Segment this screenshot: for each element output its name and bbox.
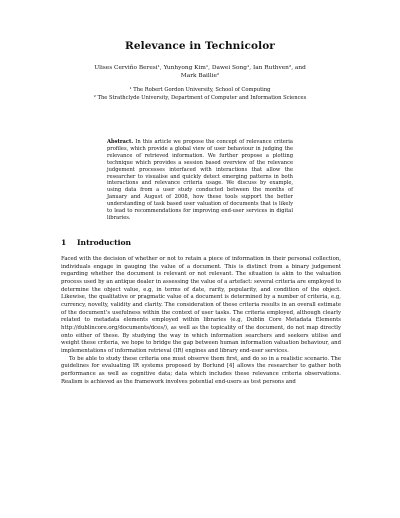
section-title: Introduction xyxy=(77,238,132,247)
section-heading xyxy=(61,238,341,247)
affiliations xyxy=(40,86,360,102)
abstract-label: Abstract. xyxy=(107,139,134,145)
abstract-text: In this article we propose the concept of relevance criteria profiles, which provide a global view of user behaviour in judging the relevance of retrieved information. We further propose a plotting technique which provides a session based overview of the relevance judgement processes interfaced with interactions that allow the researcher to visualise and quickly detect emerging patterns in both interactions and relevance criteria usage. We discuss by example, using data from a user study conducted between the months of January and August of 2008, how these tools support the better understanding of task based user valuation of documents that is likely to lead to recommendations for improving end-user services in digital libraries. xyxy=(107,139,293,221)
affiliation-2: ² The Strathclyde University, Department of Computer and Information Sciences xyxy=(93,95,307,101)
section-number: 1 xyxy=(61,238,67,247)
paper-title: Relevance in Technicolor xyxy=(125,40,275,52)
affiliation-1: ¹ The Robert Gordon University, School of Computing xyxy=(129,87,271,93)
paragraph: To be able to study these criteria one must observe them first, and do so in a realistic scenario. The guidelines for evaluating IR systems proposed by Borlund [4] allows the researcher to gather both performance as well as cognitive data; data which includes these relevance criteria observations. Realism is achieved as the framework involves potential end-users as test persons and xyxy=(61,355,341,385)
abstract xyxy=(107,139,293,222)
author-list: Ulises Cerviño Beresi¹, Yunhyong Kim¹, Dawei Song¹, Ian Ruthven², and Mark Baillie² xyxy=(94,65,306,79)
section-body xyxy=(61,256,341,386)
paragraph: Faced with the decision of whether or not to retain a piece of information in their personal collection, individuals engage in gauging the value of a document. This is distinct from a binary judgement regarding whether the document is relevant or not relevant. The situation is akin to the valuation process used by an antique dealer in assessing the value of a artefact: several criteria are employed to determine the object value, e.g, in terms of date, rarity, popularity, and condition of the object. Likewise, the qualitative or pragmatic value of a document is determined by a number of criteria, e.g, currency, novelty, validity and clarity. The consideration of these criteria results in an overall estimate of the document’s usefulness within the context of user tasks. The criteria employed, although clearly related to metadata elements employed within libraries (e.g, Dublin Core Metadata Elements http://dublincore.org/documents/dces/), as well as the topicality of the document, do not map directly onto either of these. By studying the way in which information searchers and seekers utilise and weight these criteria, we hope to bridge the gap between human information valuation behaviour, and implementations of information retrieval (IR) engines and library end-user services. xyxy=(61,256,341,354)
